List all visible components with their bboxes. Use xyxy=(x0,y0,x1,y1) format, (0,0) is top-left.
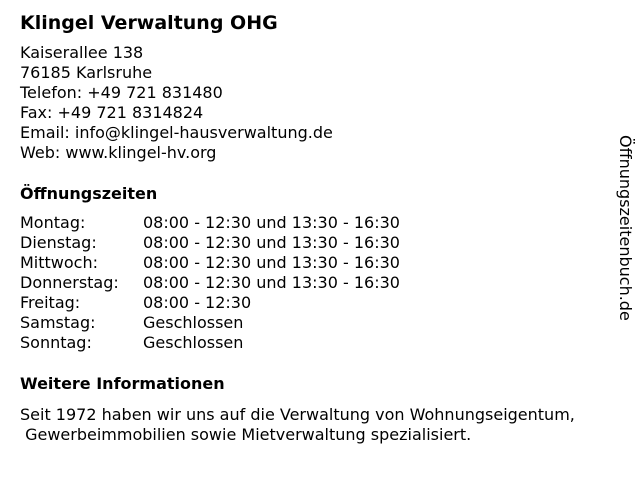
contact-block xyxy=(20,43,333,163)
day-hours: Geschlossen xyxy=(143,333,244,352)
day-label: Dienstag: xyxy=(20,233,97,252)
day-label: Mittwoch: xyxy=(20,253,98,272)
phone-line: Telefon: +49 721 831480 xyxy=(20,83,223,102)
day-label: Sonntag: xyxy=(20,333,92,352)
day-hours: 08:00 - 12:30 und 13:30 - 16:30 xyxy=(143,233,400,252)
site-watermark-label: Öffnungszeitenbuch.de xyxy=(616,135,635,321)
hours-row xyxy=(20,253,400,273)
hours-row xyxy=(20,333,400,353)
day-hours: 08:00 - 12:30 und 13:30 - 16:30 xyxy=(143,253,400,272)
web-line: Web: www.klingel-hv.org xyxy=(20,143,217,162)
more-info-heading: Weitere Informationen xyxy=(20,374,225,393)
day-label: Montag: xyxy=(20,213,86,232)
hours-row xyxy=(20,213,400,233)
day-label: Donnerstag: xyxy=(20,273,119,292)
opening-hours-table xyxy=(20,213,400,353)
hours-row xyxy=(20,293,400,313)
email-line: Email: info@klingel-hausverwaltung.de xyxy=(20,123,333,142)
day-hours: 08:00 - 12:30 xyxy=(143,293,252,312)
hours-row xyxy=(20,233,400,253)
company-name: Klingel Verwaltung OHG xyxy=(20,12,278,34)
day-hours: 08:00 - 12:30 und 13:30 - 16:30 xyxy=(143,213,400,232)
city-line: 76185 Karlsruhe xyxy=(20,63,153,82)
opening-hours-heading: Öffnungszeiten xyxy=(20,184,158,203)
street-address: Kaiserallee 138 xyxy=(20,43,144,62)
hours-row xyxy=(20,313,400,333)
more-info-text: Seit 1972 haben wir uns auf die Verwaltung von Wohnungseigentum, Gewerbeimmobilien sowie Mietverwaltung spezialisiert. xyxy=(20,405,575,444)
hours-row xyxy=(20,273,400,293)
day-label: Samstag: xyxy=(20,313,96,332)
fax-line: Fax: +49 721 8314824 xyxy=(20,103,204,122)
day-hours: Geschlossen xyxy=(143,313,244,332)
day-hours: 08:00 - 12:30 und 13:30 - 16:30 xyxy=(143,273,400,292)
day-label: Freitag: xyxy=(20,293,81,312)
